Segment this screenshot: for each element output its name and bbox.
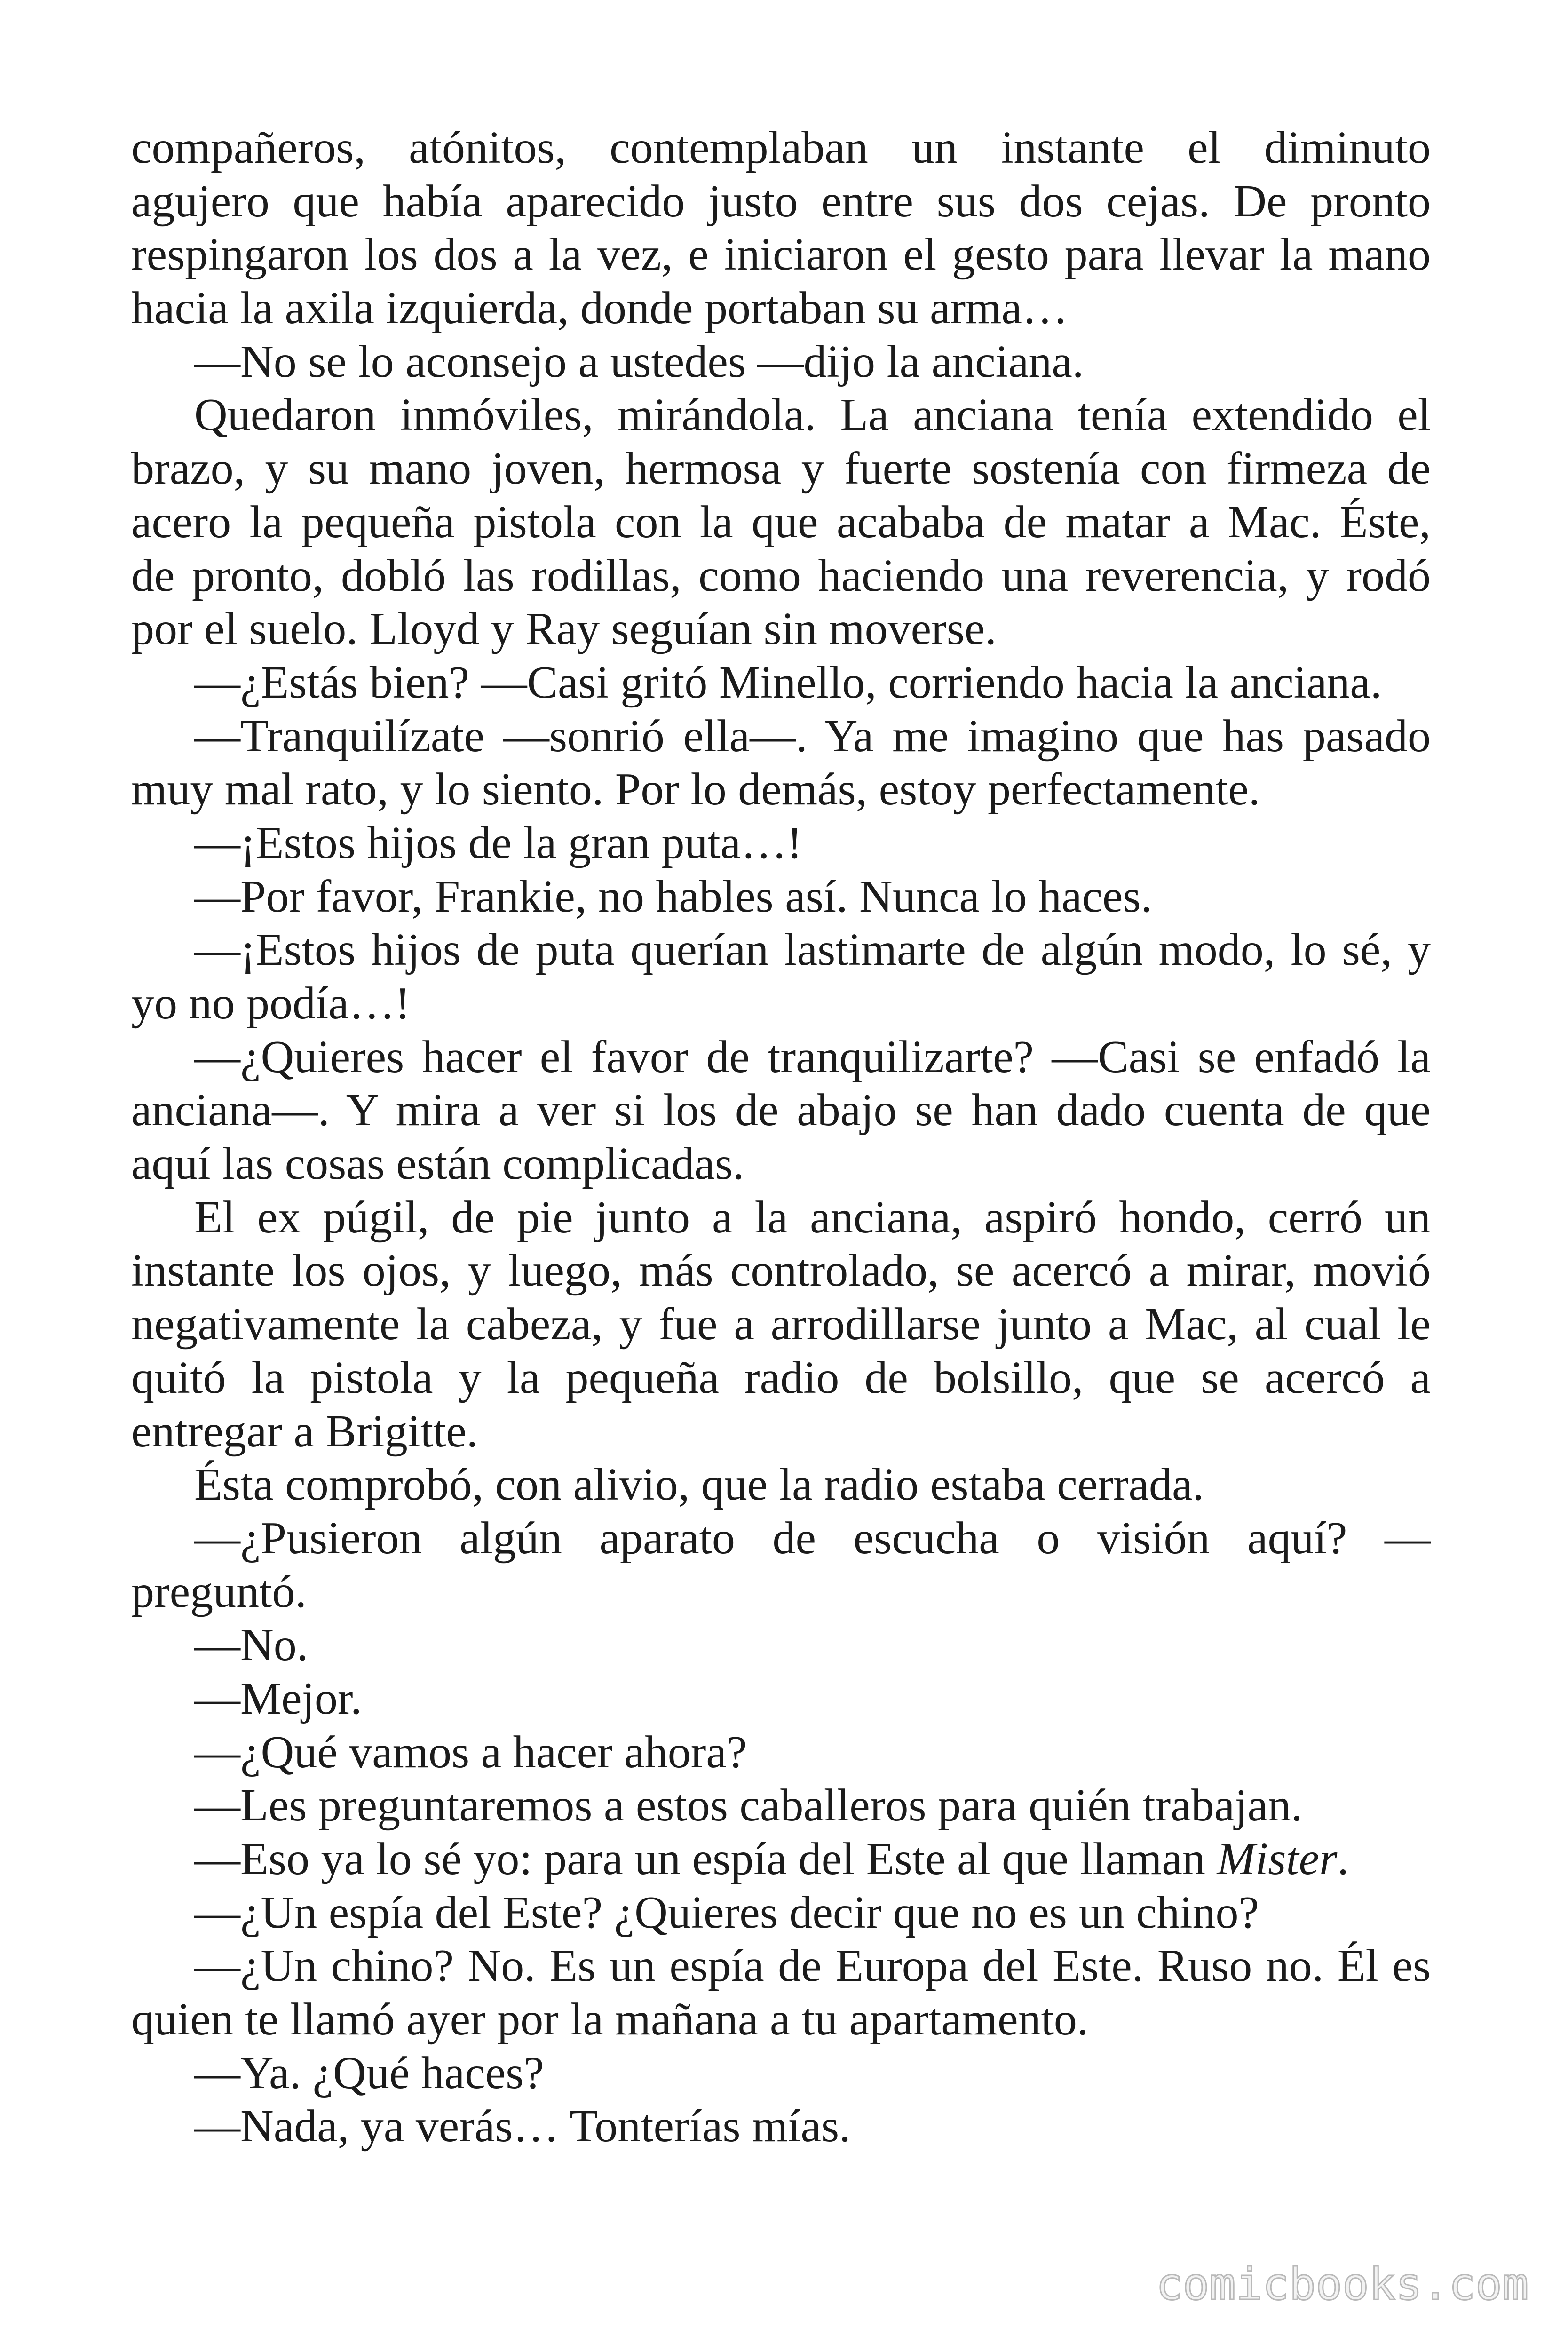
text-line: yo no podía…! [131,978,411,1029]
text-line: —¡Estos hijos de la gran puta…! [194,817,802,868]
text-line: compañeros, atónitos, contemplaban un instante el diminuto [131,122,1431,173]
text-line: —¿Estás bien? —Casi gritó Minello, corriendo hacia la anciana. [194,657,1382,708]
paragraph [131,335,1431,389]
text-line: —Tranquilízate —sonrió ella—. Ya me imagino que has pasado [194,710,1431,762]
paragraph [131,923,1431,1030]
text-line: muy mal rato, y lo siento. Por lo demás, estoy perfectamente. [131,764,1260,815]
text-line: agujero que había aparecido justo entre sus dos cejas. De pronto [131,175,1431,227]
text-line: aquí las cosas están complicadas. [131,1138,744,1190]
text-line [131,1833,1431,1886]
text-line: hacia la axila izquierda, donde portaban su arma… [131,283,1068,334]
text-line: —Les preguntaremos a estos caballeros para quién trabajan. [194,1780,1303,1831]
paragraph [131,1833,1431,1886]
paragraph [131,1939,1431,2046]
text-line: —Ya. ¿Qué haces? [194,2047,544,2098]
text-line: —¿Quieres hacer el favor de tranquilizarte? —Casi se enfadó la [194,1031,1431,1082]
paragraph [131,121,1431,335]
paragraph [131,870,1431,924]
text-line: Ésta comprobó, con alivio, que la radio estaba cerrada. [194,1459,1204,1510]
paragraph [131,2047,1431,2100]
text-line: —¿Qué vamos a hacer ahora? [194,1726,747,1778]
paragraph [131,1886,1431,1940]
text-line: entregar a Brigitte. [131,1406,478,1457]
paragraph [131,656,1431,710]
paragraph [131,2100,1431,2153]
text-line: acero la pequeña pistola con la que acababa de matar a Mac. Éste, [131,496,1431,548]
watermark: comicbooks.com [1156,2259,1529,2310]
text-line: —Mejor. [194,1673,362,1724]
text-line: por el suelo. Lloyd y Ray seguían sin moverse. [131,604,997,655]
text-line: preguntó. [131,1566,307,1617]
paragraph [131,1726,1431,1780]
text-line: Quedaron inmóviles, mirándola. La anciana tenía extendido el [194,389,1431,441]
text-line: respingaron los dos a la vez, e iniciaron el gesto para llevar la mano [131,229,1431,280]
paragraph [131,1672,1431,1726]
paragraph [131,1031,1431,1191]
italic-word: Mister [1217,1834,1338,1884]
text-line: quitó la pistola y la pequeña radio de bolsillo, que se acercó a [131,1352,1431,1403]
text-line: brazo, y su mano joven, hermosa y fuerte sostenía con firmeza de [131,443,1431,494]
text-line: —¡Estos hijos de puta querían lastimarte de algún modo, lo sé, y [194,924,1431,976]
text-line: —Nada, ya verás… Tonterías mías. [194,2101,851,2152]
text-line: —No. [194,1620,309,1671]
text-line: de pronto, dobló las rodillas, como haciendo una reverencia, y rodó [131,550,1431,601]
paragraph [131,1779,1431,1833]
text-line: —¿Un espía del Este? ¿Quieres decir que no es un chino? [194,1887,1259,1938]
text-line: —No se lo aconsejo a ustedes —dijo la anciana. [194,336,1084,387]
text-line: —¿Un chino? No. Es un espía de Europa del Este. Ruso no. Él es [194,1940,1431,1992]
paragraph [131,1458,1431,1512]
text-segment: —Eso ya lo sé yo: para un espía del Este al que llaman [194,1834,1217,1884]
text-line: —¿Pusieron algún aparato de escucha o visión aquí? — [194,1512,1431,1564]
text-line: —Por favor, Frankie, no hables así. Nunca lo haces. [194,871,1153,922]
text-line: quien te llamó ayer por la mañana a tu apartamento. [131,1994,1089,2045]
paragraph [131,389,1431,656]
text-line: El ex púgil, de pie junto a la anciana, aspiró hondo, cerró un [194,1192,1431,1243]
book-page-text [131,121,1431,2153]
text-segment: . [1337,1834,1349,1884]
text-line: instante los ojos, y luego, más controlado, se acercó a mirar, movió [131,1245,1431,1296]
paragraph [131,1512,1431,1619]
paragraph [131,710,1431,817]
text-line: negativamente la cabeza, y fue a arrodillarse junto a Mac, al cual le [131,1299,1431,1350]
paragraph [131,1619,1431,1672]
paragraph [131,1191,1431,1458]
text-line: anciana—. Y mira a ver si los de abajo se han dado cuenta de que [131,1085,1431,1136]
paragraph [131,817,1431,870]
